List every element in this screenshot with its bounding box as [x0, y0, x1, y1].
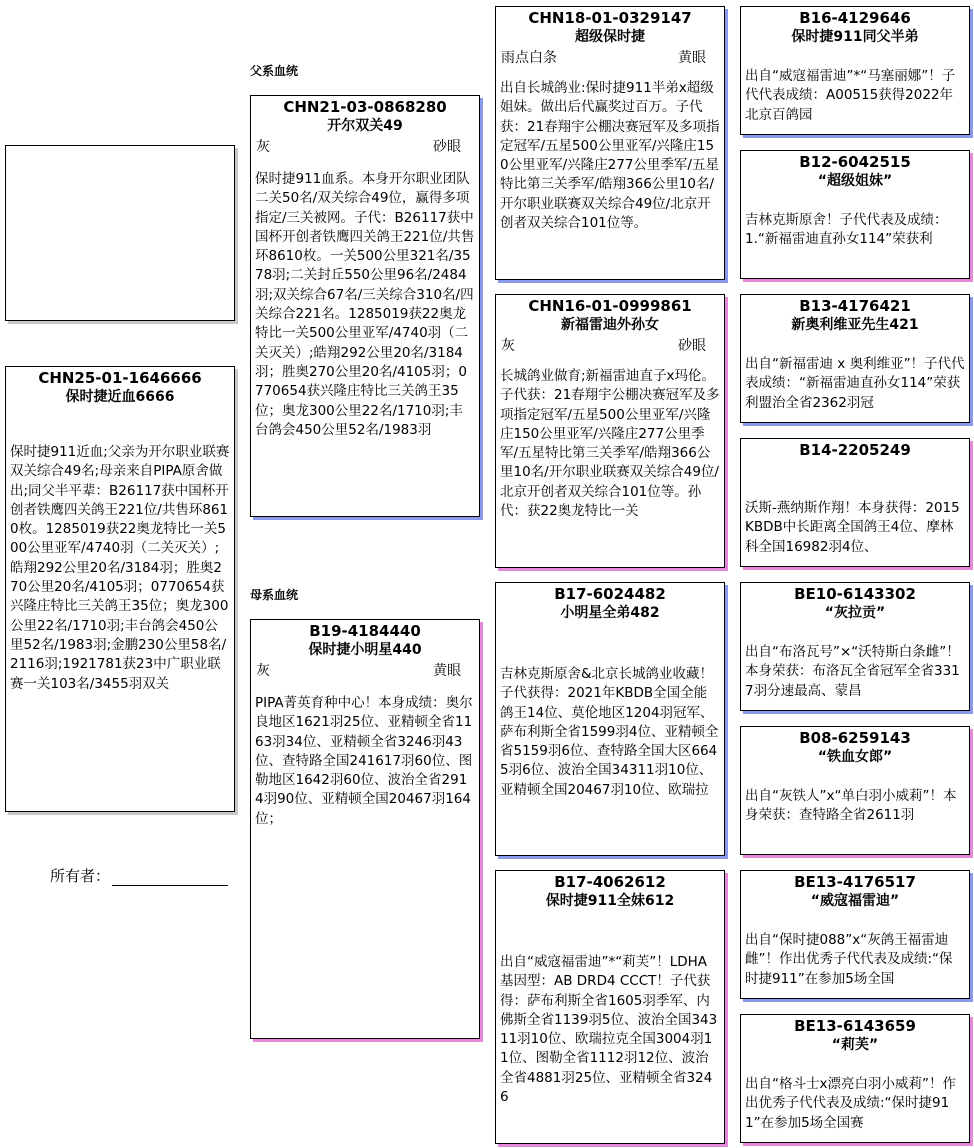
sire-dam-description: 长城鸽业做育;新福雷迪直子x玛伦。子代获：21春翔宇公棚决赛冠军及多项指定冠军/五星500公里亚军/兴隆庄150公里亚军/兴隆庄277公里季军/五星特比第三关季军/皓翔366公里10名/开尔职业联赛双关综合49位/北京开创者双关综合101位等。孙代：获22奥龙特比一关 [500, 368, 720, 520]
sire-sire-card [495, 6, 725, 280]
dds-ring-number: BE13-4176517 [794, 873, 916, 891]
dss-ring-number: BE10-6143302 [794, 585, 916, 603]
ssd-name: “超级姐妹” [817, 173, 893, 189]
sss-card [740, 6, 970, 135]
sds-name: 新奥利维亚先生421 [791, 317, 919, 333]
owner-line [112, 867, 228, 886]
subject-card [5, 366, 235, 812]
sire-sire-color: 雨点白条 [501, 50, 557, 66]
sire-name: 开尔双关49 [327, 118, 403, 134]
father-line-label: 父系血统 [250, 64, 299, 78]
mother-line-label: 母系血统 [250, 588, 299, 602]
ddd-description: 出自“格斗士x漂亮白羽小威莉”！作出优秀子代代表及成绩:“保时捷911”在参加5场全国赛 [745, 1076, 956, 1131]
subject-description: 保时捷911近血;父亲为开尔职业联赛双关综合49名;母亲来自PIPA原舍做出;同父半平辈：B26117获中国杯开创者铁鹰四关鸽王221位/共售环8610枚。1285019获22奥龙特比一关500公里亚军/4740羽（二关灭关）;皓翔292公里20名/3184羽；胜奥270公里20名/4105羽；0770654获兴隆庄特比三关鸽王35位；奥龙300公里22名/1710羽;丰台鸽会450公里52名/1983羽;金鹏230公里58名/2116羽;1921781获23中广职业联赛一关103名/3455羽双关 [10, 444, 230, 692]
dsd-name: “铁血女郎” [817, 749, 893, 765]
sire-sire-description: 出自长城鸽业:保时捷911半弟x超级姐妹。做出后代赢奖过百万。子代获：21春翔宇公棚决赛冠军及多项指定冠军/五星500公里亚军/兴隆庄150公里亚军/兴隆庄277公里季军/五星特比第三关季军/皓翔366公里10名/开尔职业联赛双关综合49位/北京开创者双关综合101位等。 [500, 80, 720, 232]
ssd-description: 吉林克斯原舍！子代代表及成绩：1.“新福雷迪直孙女114”荣获利 [745, 212, 948, 248]
sss-description: 出自“威寇福雷迪”*“马塞丽娜”！子代代表成绩：A00515获得2022年北京百鸽园 [745, 68, 956, 123]
sire-dam-card [495, 294, 725, 568]
sire-dam-color: 灰 [501, 338, 515, 354]
subject-ring-number: CHN25-01-1646666 [38, 369, 202, 387]
dam-description: PIPA菁英育种中心！本身成绩：奥尔良地区1621羽25位、亚精顿全省1163羽34位、亚精顿全省3246羽43位、查特路全国241617羽60位、图勒地区1642羽60位、波治全省2914羽90位、亚精顿全国20467羽164位； [255, 695, 473, 827]
dds-description: 出自“保时捷088”x“灰鸽王福雷迪雌”！作出优秀子代代表及成绩:“保时捷911”在参加5场全国 [745, 932, 953, 987]
sds-description: 出自“新福雷迪 x 奥利维亚”！子代代表成绩：“新福雷迪直孙女114”荣获利盟治全省2362羽冠 [745, 356, 965, 411]
dam-color: 灰 [256, 663, 270, 679]
dam-dam-card [495, 870, 725, 1144]
sire-dam-name: 新福雷迪外孙女 [561, 317, 659, 333]
ddd-card [740, 1014, 970, 1143]
sire-sire-eye: 黄眼 [678, 50, 706, 66]
dsd-card [740, 726, 970, 855]
sds-card [740, 294, 970, 423]
sire-dam-ring-number: CHN16-01-0999861 [528, 297, 692, 315]
owner-field [50, 865, 228, 886]
ssd-ring-number: B12-6042515 [799, 153, 911, 171]
dds-card [740, 870, 970, 999]
sire-color: 灰 [256, 139, 270, 155]
dam-dam-ring-number: B17-4062612 [554, 873, 666, 891]
ssd-card [740, 150, 970, 279]
dam-dam-description: 出自“威寇福雷迪”*“莉芙”！LDHA基因型：AB DRD4 CCCT！子代获得：萨布利斯全省1605羽季军、内佛斯全省1139羽5位、波治全国34311羽10位、欧瑞拉克全国3004羽11位、图勒全省1112羽12位、波治全省4881羽25位、亚精顿全省3246 [500, 954, 718, 1106]
dsd-ring-number: B08-6259143 [799, 729, 911, 747]
dam-sire-description: 吉林克斯原舍&北京长城鸽业收藏！子代获得：2021年KBDB全国全能鸽王14位、莫伦地区1204羽冠军、萨布利斯全省1599羽4位、亚精顿全省5159羽6位、查特路全国大区6645羽6位、波治全国34311羽10位、亚精顿全国20467羽10位、欧瑞拉 [500, 666, 719, 798]
sire-eye: 砂眼 [433, 139, 461, 155]
sire-description: 保时捷911血系。本身开尔职业团队二关50名/双关综合49位，赢得多项指定/三关被网。子代：B26117获中国杯开创者铁鹰四关鸽王221位/共售环8610枚。一关500公里321名/3578羽;二关封丘550公里96名/2484羽;双关综合67名/三关综合310名/四关综合221名。1285019获22奥龙特比一关500公里亚军/4740羽（二关灭关）;皓翔292公里20名/3184羽；胜奥270公里20名/4105羽；0770654获兴隆庄特比三关鸽王35位；奥龙300公里22名/1710羽;丰台鸽会450公里52名/1983羽 [255, 171, 475, 438]
sdd-description: 沃斯-燕纳斯作翔！本身获得：2015KBDB中长距离全国鸽王4位、摩林科全国16982羽4位、 [745, 500, 960, 555]
sdd-name [741, 459, 969, 479]
dam-sire-card [495, 582, 725, 856]
dam-sire-ring-number: B17-6024482 [554, 585, 666, 603]
dam-sire-name: 小明星全弟482 [560, 605, 660, 621]
pigeon-photo-frame [5, 145, 235, 321]
dds-name: “威寇福雷迪” [810, 893, 900, 909]
dss-description: 出自“布洛瓦号”×“沃特斯白条雌”！本身荣获：布洛瓦全省冠军全省3317羽分速最高、蒙昌 [745, 644, 960, 699]
dss-name: “灰拉贡” [824, 605, 886, 621]
dam-card [250, 619, 480, 1039]
dsd-description: 出自“灰铁人”x“单白羽小威莉”！本身荣获：查特路全省2611羽 [745, 788, 957, 824]
ddd-ring-number: BE13-6143659 [794, 1017, 916, 1035]
sss-ring-number: B16-4129646 [799, 9, 911, 27]
sdd-ring-number: B14-2205249 [799, 441, 911, 459]
subject-name: 保时捷近血6666 [65, 389, 175, 405]
sire-sire-ring-number: CHN18-01-0329147 [528, 9, 692, 27]
dss-card [740, 582, 970, 711]
ddd-name: “莉芙” [831, 1037, 879, 1053]
sire-dam-eye: 砂眼 [678, 338, 706, 354]
dam-eye: 黄眼 [433, 663, 461, 679]
dam-name: 保时捷小明星440 [308, 642, 422, 658]
dam-ring-number: B19-4184440 [309, 622, 421, 640]
sire-ring-number: CHN21-03-0868280 [283, 98, 447, 116]
dam-dam-name: 保时捷911全妹612 [545, 893, 675, 909]
sss-name: 保时捷911同父半弟 [791, 29, 919, 45]
sire-card [250, 95, 480, 517]
owner-label: 所有者： [50, 867, 111, 885]
sdd-card [740, 438, 970, 567]
sire-sire-name: 超级保时捷 [575, 29, 645, 45]
sds-ring-number: B13-4176421 [799, 297, 911, 315]
